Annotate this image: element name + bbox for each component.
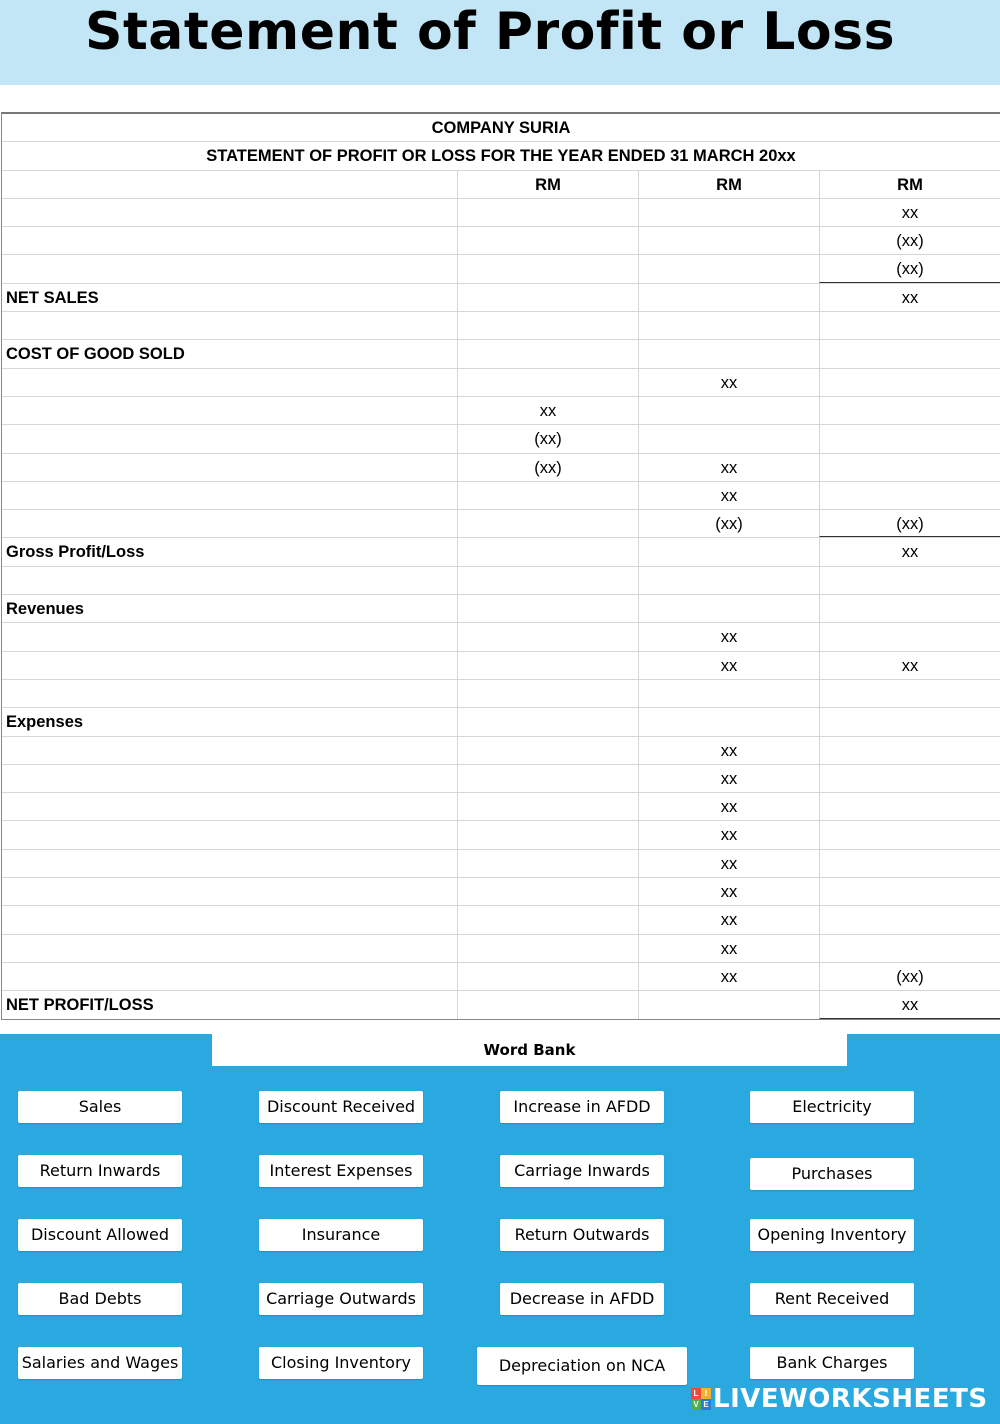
amount-cell[interactable]: (xx)	[457, 454, 638, 481]
word-bank-title: Word Bank	[212, 1034, 847, 1066]
row-label	[2, 312, 457, 339]
row-label	[2, 680, 457, 707]
amount-cell[interactable]	[638, 227, 819, 254]
subtitle-row	[2, 142, 1000, 170]
amount-cell[interactable]: xx	[638, 623, 819, 650]
amount-cell[interactable]	[638, 991, 819, 1018]
row-label: Expenses	[6, 713, 84, 732]
amount-cell[interactable]	[457, 227, 638, 254]
amount-cell[interactable]	[457, 567, 638, 594]
amount-cell[interactable]	[457, 935, 638, 962]
amount-cell[interactable]	[457, 737, 638, 764]
amount-cell[interactable]	[457, 652, 638, 679]
amount-cell[interactable]	[819, 567, 1000, 594]
amount-cell[interactable]	[638, 425, 819, 452]
amount-cell[interactable]	[457, 199, 638, 226]
brand-mark-letter: E	[701, 1399, 711, 1410]
amount-cell[interactable]	[638, 680, 819, 707]
statement-row	[2, 935, 1000, 963]
word-chip[interactable]: Return Inwards	[18, 1155, 182, 1187]
amount-cell[interactable]	[457, 623, 638, 650]
amount-cell[interactable]: xx	[457, 397, 638, 424]
statement-row	[2, 312, 1000, 340]
amount-cell[interactable]: xx	[819, 199, 1000, 226]
row-label	[2, 255, 457, 282]
row-label: NET SALES	[6, 288, 99, 307]
statement-row	[2, 340, 1000, 368]
word-chip[interactable]: Carriage Outwards	[259, 1283, 423, 1315]
amount-cell[interactable]: xx	[819, 991, 1000, 1018]
amount-cell[interactable]	[457, 821, 638, 848]
amount-cell[interactable]	[819, 935, 1000, 962]
word-chip[interactable]: Rent Received	[750, 1283, 914, 1315]
statement-row	[2, 623, 1000, 651]
amount-cell[interactable]: (xx)	[819, 255, 1000, 282]
amount-cell[interactable]: (xx)	[457, 425, 638, 452]
amount-cell[interactable]	[457, 284, 638, 311]
row-label	[2, 935, 457, 962]
word-chip[interactable]: Interest Expenses	[259, 1155, 423, 1187]
amount-cell[interactable]	[457, 878, 638, 905]
statement-table	[1, 112, 1000, 1020]
word-chip[interactable]: Carriage Inwards	[500, 1155, 664, 1187]
amount-cell[interactable]: xx	[638, 821, 819, 848]
amount-cell[interactable]	[819, 454, 1000, 481]
amount-cell[interactable]	[638, 708, 819, 735]
amount-cell[interactable]	[819, 765, 1000, 792]
amount-cell[interactable]: xx	[638, 369, 819, 396]
amount-cell[interactable]	[457, 595, 638, 622]
amount-cell[interactable]	[638, 340, 819, 367]
amount-cell[interactable]	[457, 369, 638, 396]
liveworksheets-logo	[691, 1383, 988, 1415]
brand-name: LIVEWORKSHEETS	[713, 1384, 988, 1414]
statement-row	[2, 369, 1000, 397]
column-header: RM	[819, 171, 1000, 198]
word-chip[interactable]: Opening Inventory	[750, 1219, 914, 1251]
statement-row	[2, 991, 1000, 1019]
word-chip[interactable]: Electricity	[750, 1091, 914, 1123]
statement-row	[2, 850, 1000, 878]
amount-cell[interactable]: (xx)	[819, 227, 1000, 254]
row-label	[2, 793, 457, 820]
word-chip[interactable]: Discount Allowed	[18, 1219, 182, 1251]
statement-row	[2, 425, 1000, 453]
row-label: Revenues	[6, 600, 84, 619]
row-label	[2, 454, 457, 481]
row-label	[2, 199, 457, 226]
word-chip[interactable]: Depreciation on NCA	[477, 1347, 687, 1385]
amount-cell[interactable]	[638, 595, 819, 622]
statement-row	[2, 510, 1000, 538]
amount-cell[interactable]	[638, 255, 819, 282]
amount-cell[interactable]	[819, 312, 1000, 339]
title-banner	[0, 0, 1000, 85]
column-header: RM	[457, 171, 638, 198]
page-title: Statement of Profit or Loss	[85, 2, 896, 62]
statement-row	[2, 567, 1000, 595]
amount-cell[interactable]: xx	[638, 850, 819, 877]
amount-cell[interactable]	[819, 708, 1000, 735]
amount-cell[interactable]: xx	[638, 652, 819, 679]
amount-cell[interactable]: (xx)	[819, 510, 1000, 537]
column-header-row	[2, 171, 1000, 199]
word-chip[interactable]: Purchases	[750, 1158, 914, 1190]
statement-row	[2, 454, 1000, 482]
amount-cell[interactable]	[819, 425, 1000, 452]
amount-cell[interactable]	[638, 199, 819, 226]
amount-cell[interactable]	[457, 340, 638, 367]
amount-cell[interactable]	[638, 284, 819, 311]
statement-row	[2, 963, 1000, 991]
word-chip[interactable]: Bank Charges	[750, 1347, 914, 1379]
amount-cell[interactable]	[819, 623, 1000, 650]
row-label	[2, 227, 457, 254]
statement-row	[2, 397, 1000, 425]
amount-cell[interactable]	[457, 963, 638, 990]
row-label: COST OF GOOD SOLD	[6, 345, 185, 364]
brand-mark-letter: I	[701, 1388, 711, 1399]
amount-cell[interactable]	[457, 991, 638, 1018]
statement-row	[2, 737, 1000, 765]
word-chip[interactable]: Salaries and Wages	[18, 1347, 182, 1379]
column-header: RM	[638, 171, 819, 198]
amount-cell[interactable]	[819, 482, 1000, 509]
row-label	[2, 482, 457, 509]
amount-cell[interactable]	[457, 708, 638, 735]
amount-cell[interactable]	[457, 482, 638, 509]
word-chip[interactable]: Discount Received	[259, 1091, 423, 1123]
word-chip[interactable]: Return Outwards	[500, 1219, 664, 1251]
amount-cell[interactable]	[457, 793, 638, 820]
amount-cell[interactable]	[638, 397, 819, 424]
statement-row	[2, 482, 1000, 510]
statement-row	[2, 227, 1000, 255]
row-label	[2, 425, 457, 452]
statement-subtitle: STATEMENT OF PROFIT OR LOSS FOR THE YEAR ENDED 31 MARCH 20xx	[206, 147, 796, 166]
statement-row	[2, 255, 1000, 283]
row-label	[2, 821, 457, 848]
amount-cell[interactable]	[457, 510, 638, 537]
row-label	[2, 850, 457, 877]
brand-mark-letter: V	[691, 1399, 701, 1410]
amount-cell[interactable]	[457, 765, 638, 792]
row-label	[2, 397, 457, 424]
amount-cell[interactable]	[638, 538, 819, 565]
statement-row	[2, 538, 1000, 566]
brand-mark-icon	[691, 1388, 711, 1410]
row-label	[2, 510, 457, 537]
amount-cell[interactable]	[457, 850, 638, 877]
amount-cell[interactable]	[638, 567, 819, 594]
statement-row	[2, 595, 1000, 623]
amount-cell[interactable]	[819, 821, 1000, 848]
amount-cell[interactable]	[819, 878, 1000, 905]
statement-row	[2, 199, 1000, 227]
amount-cell[interactable]: xx	[638, 935, 819, 962]
amount-cell[interactable]	[819, 850, 1000, 877]
word-chip[interactable]: Closing Inventory	[259, 1347, 423, 1379]
row-label	[2, 369, 457, 396]
amount-cell[interactable]	[457, 312, 638, 339]
amount-cell[interactable]: xx	[638, 765, 819, 792]
amount-cell[interactable]: (xx)	[638, 510, 819, 537]
row-label	[2, 906, 457, 933]
row-label: NET PROFIT/LOSS	[6, 996, 154, 1015]
brand-mark-letter: L	[691, 1388, 701, 1399]
row-label	[2, 963, 457, 990]
amount-cell[interactable]	[638, 312, 819, 339]
amount-cell[interactable]: xx	[638, 737, 819, 764]
amount-cell[interactable]: xx	[638, 906, 819, 933]
amount-cell[interactable]	[457, 906, 638, 933]
amount-cell[interactable]: xx	[819, 284, 1000, 311]
amount-cell[interactable]	[819, 369, 1000, 396]
amount-cell[interactable]: (xx)	[819, 963, 1000, 990]
word-chip[interactable]: Bad Debts	[18, 1283, 182, 1315]
row-label	[2, 567, 457, 594]
row-label	[2, 765, 457, 792]
statement-row	[2, 284, 1000, 312]
row-label	[2, 652, 457, 679]
row-label	[2, 878, 457, 905]
statement-row	[2, 652, 1000, 680]
word-chip[interactable]: Increase in AFDD	[500, 1091, 664, 1123]
amount-cell[interactable]	[819, 793, 1000, 820]
amount-cell[interactable]	[457, 255, 638, 282]
row-label: Gross Profit/Loss	[6, 543, 145, 562]
company-row	[2, 114, 1000, 142]
amount-cell[interactable]: xx	[638, 793, 819, 820]
amount-cell[interactable]	[819, 595, 1000, 622]
amount-cell[interactable]: xx	[638, 454, 819, 481]
amount-cell[interactable]	[819, 737, 1000, 764]
statement-row	[2, 878, 1000, 906]
amount-cell[interactable]: xx	[819, 538, 1000, 565]
amount-cell[interactable]	[819, 397, 1000, 424]
label-header	[2, 171, 457, 198]
amount-cell[interactable]: xx	[638, 963, 819, 990]
amount-cell[interactable]	[457, 538, 638, 565]
amount-cell[interactable]	[819, 340, 1000, 367]
amount-cell[interactable]: xx	[638, 482, 819, 509]
statement-row	[2, 821, 1000, 849]
amount-cell[interactable]	[819, 906, 1000, 933]
statement-row	[2, 906, 1000, 934]
amount-cell[interactable]	[819, 680, 1000, 707]
row-label	[2, 623, 457, 650]
company-name: COMPANY SURIA	[431, 119, 571, 137]
word-chip[interactable]: Sales	[18, 1091, 182, 1123]
statement-row	[2, 708, 1000, 736]
statement-row	[2, 765, 1000, 793]
amount-cell[interactable]	[457, 680, 638, 707]
word-chip[interactable]: Insurance	[259, 1219, 423, 1251]
word-chip[interactable]: Decrease in AFDD	[500, 1283, 664, 1315]
amount-cell[interactable]: xx	[638, 878, 819, 905]
statement-row	[2, 793, 1000, 821]
row-label	[2, 737, 457, 764]
amount-cell[interactable]: xx	[819, 652, 1000, 679]
statement-row	[2, 680, 1000, 708]
